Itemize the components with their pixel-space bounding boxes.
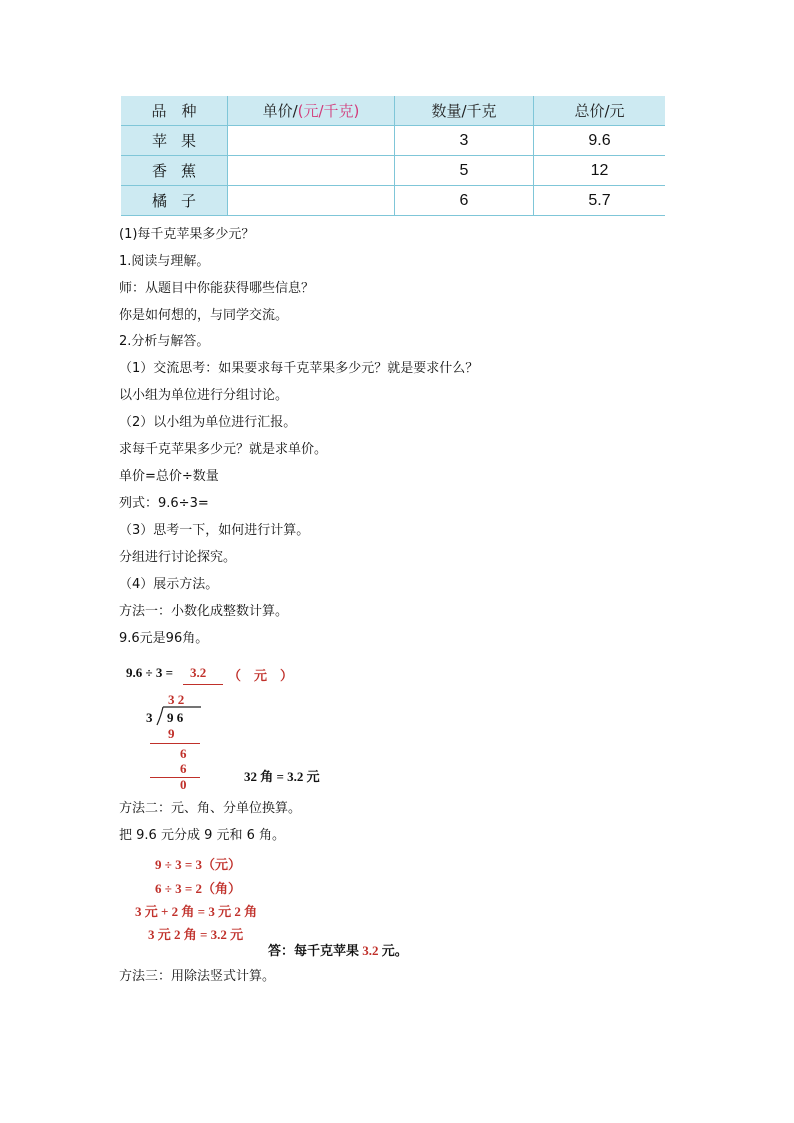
division-divisor: 3 (146, 710, 153, 725)
method2-step: 3 元 2 角 = 3.2 元 (148, 927, 244, 942)
division-line-1 (150, 743, 200, 744)
row-total: 5.7 (534, 186, 666, 216)
answer-underline (183, 684, 223, 685)
method2-title: 方法二：元、角、分单位换算。 (119, 801, 302, 816)
text-line: 方法一：小数化成整数计算。 (119, 604, 289, 619)
method2-step: 6 ÷ 3 = 2（角） (155, 881, 242, 896)
row-name: 橘子 (121, 186, 228, 216)
division-line-2 (150, 777, 200, 778)
answer-value: 3.2 (362, 943, 379, 958)
row-qty: 6 (395, 186, 534, 216)
division-dividend: 9 6 (167, 710, 184, 725)
row-name: 苹果 (121, 126, 228, 156)
text-line: （2）以小组为单位进行汇报。 (119, 415, 297, 430)
text-line: 师：从题目中你能获得哪些信息？ (119, 281, 315, 296)
division-step-3: 6 (180, 761, 187, 776)
method2-step: 9 ÷ 3 = 3（元） (155, 857, 242, 872)
price-table (121, 96, 665, 216)
division-step-1: 9 (168, 726, 175, 741)
row-qty: 5 (395, 156, 534, 186)
header-unit-colored: (元/千克) (297, 102, 360, 120)
division-step-2: 6 (180, 746, 187, 761)
row-unit (228, 186, 395, 216)
method1-answer: 3.2 (190, 665, 207, 680)
answer-suffix: 元。 (378, 943, 408, 958)
header-unit-prefix: 单价/ (262, 102, 298, 120)
text-line: （1）交流思考：如果要求每千克苹果多少元？就是要求什么？ (119, 361, 479, 376)
text-line: 列式：9.6÷3= (119, 496, 209, 511)
row-total: 9.6 (534, 126, 666, 156)
text-line: 分组进行讨论探究。 (119, 550, 237, 565)
method3-title: 方法三：用除法竖式计算。 (119, 969, 276, 984)
text-line: 求每千克苹果多少元？就是求单价。 (119, 442, 328, 457)
table-row (121, 156, 665, 186)
conversion-result: 32 角 = 3.2 元 (244, 769, 320, 784)
method1-unit: （ 元 ） (228, 668, 294, 683)
text-line: 1.阅读与理解。 (119, 254, 210, 269)
text-line: 你是如何想的，与同学交流。 (119, 308, 289, 323)
text-line: 2.分析与解答。 (119, 334, 210, 349)
row-name: 香蕉 (121, 156, 228, 186)
table-row (121, 186, 665, 216)
text-line: （3）思考一下，如何进行计算。 (119, 523, 310, 538)
header-name: 品 种 (121, 96, 228, 126)
method1-equation: 9.6 ÷ 3 = (126, 665, 174, 680)
answer-line (268, 940, 408, 959)
division-remainder: 0 (180, 777, 187, 792)
division-quotient: 3 2 (168, 692, 185, 707)
table-row (121, 126, 665, 156)
text-line: 9.6元是96角。 (119, 631, 209, 646)
table-header-row (121, 96, 665, 126)
text-line: 以小组为单位进行分组讨论。 (119, 388, 289, 403)
text-line: (1)每千克苹果多少元？ (119, 227, 255, 242)
row-unit (228, 156, 395, 186)
method2-split: 把 9.6 元分成 9 元和 6 角。 (119, 828, 286, 843)
row-total: 12 (534, 156, 666, 186)
text-line: （4）展示方法。 (119, 577, 219, 592)
method2-step: 3 元 + 2 角 = 3 元 2 角 (135, 904, 258, 919)
text-line: 单价=总价÷数量 (119, 469, 219, 484)
header-unit-price (228, 96, 395, 126)
header-total: 总价/元 (534, 96, 666, 126)
row-qty: 3 (395, 126, 534, 156)
row-unit (228, 126, 395, 156)
header-quantity: 数量/千克 (395, 96, 534, 126)
answer-prefix: 答：每千克苹果 (268, 943, 363, 958)
